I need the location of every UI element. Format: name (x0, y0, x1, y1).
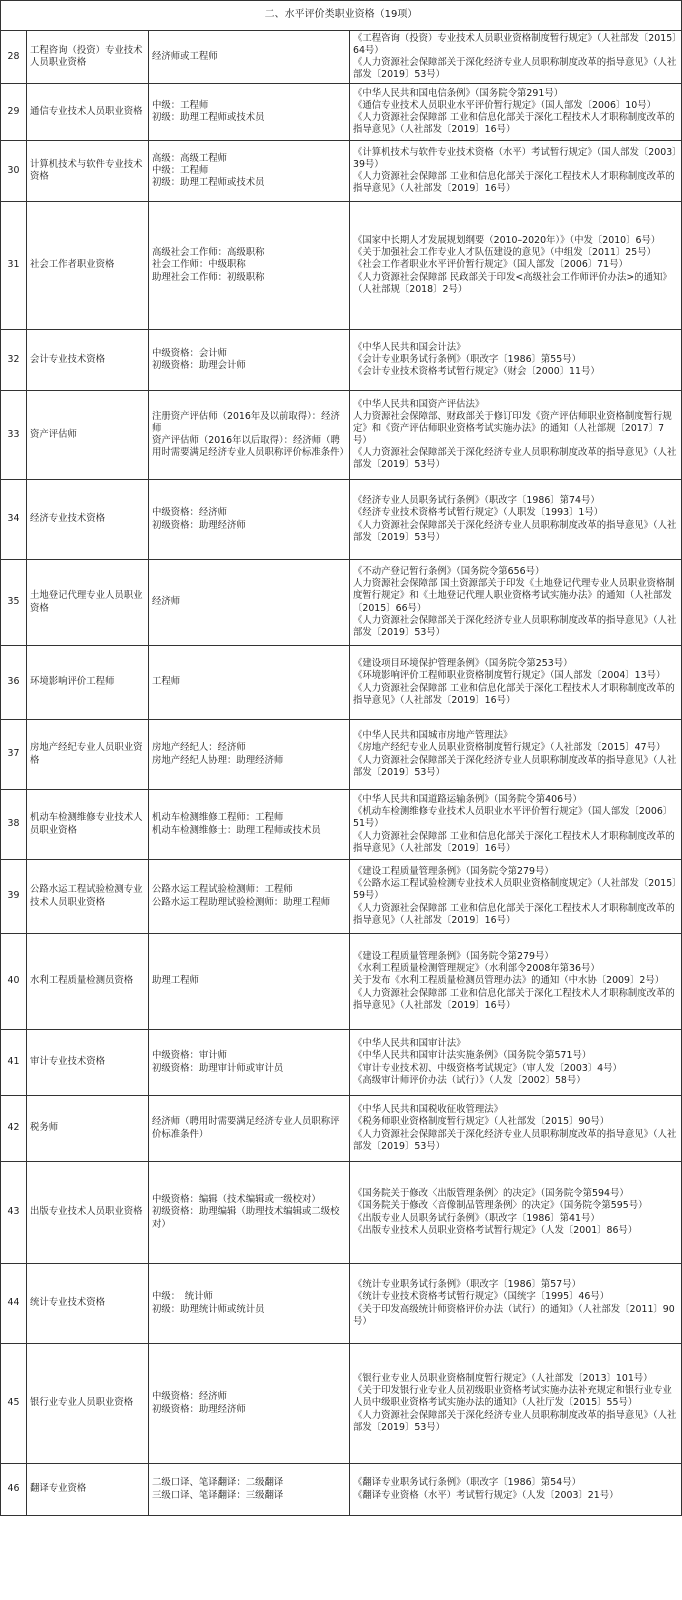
policy-basis-line: 《工程咨询（投资）专业技术人员职业资格制度暂行规定》（人社部发〔2015〕64号） (353, 32, 677, 56)
table-row (1, 1464, 682, 1516)
row-number: 44 (1, 1264, 27, 1344)
title-level-line: 社会工作师：中级职称 (152, 259, 246, 271)
policy-basis-cell (350, 790, 682, 860)
policy-basis-line: 《人力资源社会保障部关于深化经济专业人员职称制度改革的指导意见》（人社部发〔2019〕53号） (353, 519, 677, 543)
row-number: 31 (1, 202, 27, 330)
policy-basis-line: 《中华人民共和国审计法》 (353, 1038, 466, 1050)
title-level-line: 中级资格：会计师 (152, 347, 228, 359)
title-level-line: 注册资产评估师（2016年及以前取得）：经济师 (152, 410, 340, 434)
policy-basis-line: 《出版专业技术人员职业资格考试暂行规定》（人发〔2001〕86号） (353, 1224, 638, 1236)
policy-basis-line: 《国务院关于修改〈音像制品管理条例〉的决定》（国务院令第595号） (353, 1200, 648, 1212)
title-level-cell (149, 480, 350, 560)
policy-basis-line: 《人力资源社会保障部 工业和信息化部关于深化工程技术人才职称制度改革的指导意见》（人社部发〔2019〕16号） (353, 902, 675, 926)
policy-basis-line: 《中华人民共和国会计法》 (353, 341, 466, 353)
title-level-line: 中级资格：经济师 (152, 1391, 228, 1403)
title-level-cell (149, 790, 350, 860)
title-level-line: 中级：工程师 (152, 99, 209, 111)
row-number: 30 (1, 141, 27, 202)
policy-basis-cell (350, 330, 682, 391)
policy-basis-line: 《社会工作者职业水平评价暂行规定》（国人部发〔2006〕71号） (353, 259, 628, 271)
title-level-line: 初级资格：助理审计师或审计员 (152, 1062, 284, 1074)
title-level-line: 初级：助理工程师或技术员 (152, 177, 265, 189)
policy-basis-cell (350, 480, 682, 560)
qualification-name: 社会工作者职业资格 (27, 202, 149, 330)
qualification-name: 银行业专业人员职业资格 (27, 1344, 149, 1464)
policy-basis-line: 《不动产登记暂行条例》（国务院令第656号） (353, 566, 545, 578)
table-row (1, 560, 682, 646)
qualification-name: 统计专业技术资格 (27, 1264, 149, 1344)
row-number: 41 (1, 1030, 27, 1096)
title-level-cell (149, 330, 350, 391)
qualification-name: 土地登记代理专业人员职业资格 (27, 560, 149, 646)
policy-basis-line: 《公路水运工程试验检测专业技术人员职业资格制度规定》（人社部发〔2015〕59号） (353, 878, 677, 902)
table-row (1, 790, 682, 860)
policy-basis-line: 《环境影响评价工程师职业资格制度暂行规定》（国人部发〔2004〕13号） (353, 670, 666, 682)
policy-basis-cell (350, 646, 682, 720)
row-number: 39 (1, 860, 27, 934)
table-row (1, 934, 682, 1030)
policy-basis-line: 《机动车检测维修专业技术人员职业水平评价暂行规定》（国人部发〔2006〕51号） (353, 806, 673, 830)
policy-basis-cell (350, 84, 682, 141)
policy-basis-line: 《计算机技术与软件专业技术资格（水平）考试暂行规定》（国人部发〔2003〕39号） (353, 146, 677, 170)
title-level-line: 资产评估师（2016年以后取得）：经济师（聘用时需要满足经济专业人员职称评价标准条件） (152, 435, 349, 459)
title-level-cell (149, 560, 350, 646)
policy-basis-line: 《建设工程质量管理条例》（国务院令第279号） (353, 866, 554, 878)
table-row (1, 646, 682, 720)
policy-basis-line: 《人力资源社会保障部 工业和信息化部关于深化工程技术人才职称制度改革的指导意见》（人社部发〔2019〕16号） (353, 987, 675, 1011)
title-level-cell (149, 202, 350, 330)
policy-basis-line: 《人力资源社会保障部关于深化经济专业人员职称制度改革的指导意见》（人社部发〔2019〕53号） (353, 754, 677, 778)
title-level-line: 助理社会工作师：初级职称 (152, 271, 265, 283)
qualification-name: 机动车检测维修专业技术人员职业资格 (27, 790, 149, 860)
policy-basis-cell (350, 202, 682, 330)
row-number: 37 (1, 720, 27, 790)
policy-basis-line: 《关于印发银行业专业人员初级职业资格考试实施办法补充规定和银行业专业人员中级职业资格考试实施办法的通知》（人社厅发〔2015〕55号） (353, 1385, 672, 1409)
row-number: 36 (1, 646, 27, 720)
policy-basis-line: 人力资源社会保障部、财政部关于修订印发《资产评估师职业资格制度暂行规定》和《资产评估师职业资格考试实施办法》的通知（人社部规〔2017〕7号） (353, 410, 672, 446)
title-level-cell (149, 646, 350, 720)
policy-basis-line: 《人力资源社会保障部 工业和信息化部关于深化工程技术人才职称制度改革的指导意见》（人社部发〔2019〕16号） (353, 171, 675, 195)
table-row (1, 84, 682, 141)
title-level-cell (149, 141, 350, 202)
table-row (1, 1264, 682, 1344)
title-level-cell (149, 1344, 350, 1464)
row-number: 38 (1, 790, 27, 860)
policy-basis-cell (350, 1264, 682, 1344)
policy-basis-line: 《统计专业职务试行条例》（职改字〔1986〕第57号） (353, 1279, 581, 1291)
qualification-name: 出版专业技术人员职业资格 (27, 1162, 149, 1264)
title-level-line: 房地产经纪人协理：助理经济师 (152, 754, 284, 766)
policy-basis-line: 《人力资源社会保障部关于深化经济专业人员职称制度改革的指导意见》（人社部发〔2019〕53号） (353, 1128, 677, 1152)
qualification-name: 资产评估师 (27, 391, 149, 480)
row-number: 33 (1, 391, 27, 480)
policy-basis-line: 关于发布《水利工程质量检测员管理办法》的通知（中水协〔2009〕2号） (353, 975, 665, 987)
title-level-line: 经济师或工程师 (152, 50, 218, 62)
policy-basis-line: 《人力资源社会保障部关于深化经济专业人员职称制度改革的指导意见》（人社部发〔2019〕53号） (353, 57, 677, 81)
row-number: 29 (1, 84, 27, 141)
policy-basis-line: 《建设项目环境保护管理条例》（国务院令第253号） (353, 658, 573, 670)
policy-basis-line: 《高级审计师评价办法（试行）》（人发〔2002〕58号） (353, 1074, 586, 1086)
policy-basis-line: 《翻译专业职务试行条例》（职改字〔1986〕第54号） (353, 1477, 581, 1489)
table-row (1, 141, 682, 202)
table-row (1, 480, 682, 560)
title-level-line: 高级社会工作师：高级职称 (152, 247, 265, 259)
title-level-line: 助理工程师 (152, 975, 199, 987)
qualification-name: 通信专业技术人员职业资格 (27, 84, 149, 141)
title-level-line: 中级：工程师 (152, 164, 209, 176)
policy-basis-line: 《税务师职业资格制度暂行规定》（人社部发〔2015〕90号） (353, 1116, 610, 1128)
title-level-cell (149, 31, 350, 84)
table-row (1, 1096, 682, 1162)
title-level-cell (149, 860, 350, 934)
policy-basis-line: 《银行业专业人员职业资格制度暂行规定》（人社部发〔2013〕101号） (353, 1373, 653, 1385)
policy-basis-cell (350, 720, 682, 790)
policy-basis-line: 《中华人民共和国城市房地产管理法》 (353, 730, 513, 742)
qualification-name: 经济专业技术资格 (27, 480, 149, 560)
row-number: 34 (1, 480, 27, 560)
policy-basis-line: 《会计专业职务试行条例》（职改字〔1986〕第55号） (353, 353, 581, 365)
policy-basis-cell (350, 141, 682, 202)
policy-basis-line: 《关于印发高级统计师资格评价办法（试行）的通知》（人社部发〔2011〕90号） (353, 1303, 675, 1327)
policy-basis-line: 《中华人民共和国审计法实施条例》（国务院令第571号） (353, 1050, 592, 1062)
qualification-name: 房地产经纪专业人员职业资格 (27, 720, 149, 790)
policy-basis-cell (350, 1464, 682, 1516)
policy-basis-cell (350, 391, 682, 480)
policy-basis-line: 《人力资源社会保障部 工业和信息化部关于深化工程技术人才职称制度改革的指导意见》（人社部发〔2019〕16号） (353, 830, 675, 854)
title-level-line: 中级资格：编辑（技术编辑或一级校对） (152, 1194, 321, 1206)
table-row (1, 1344, 682, 1464)
title-level-line: 初级：助理统计师或统计员 (152, 1303, 265, 1315)
policy-basis-line: 《经济专业技术资格考试暂行规定》（人职发〔1993〕1号） (353, 507, 604, 519)
title-level-line: 中级资格：审计师 (152, 1050, 228, 1062)
policy-basis-line: 《经济专业人员职务试行条例》（职改字〔1986〕第74号） (353, 495, 600, 507)
policy-basis-line: 《人力资源社会保障部关于深化经济专业人员职称制度改革的指导意见》（人社部发〔2019〕53号） (353, 1409, 677, 1433)
policy-basis-line: 《中华人民共和国道路运输条例》（国务院令第406号） (353, 794, 582, 806)
policy-basis-line: 《中华人民共和国税收征收管理法》 (353, 1104, 504, 1116)
title-level-cell (149, 720, 350, 790)
policy-basis-cell (350, 31, 682, 84)
title-level-line: 中级： 统计师 (152, 1291, 213, 1303)
policy-basis-cell (350, 560, 682, 646)
policy-basis-cell (350, 1344, 682, 1464)
policy-basis-line: 《人力资源社会保障部 民政部关于印发<高级社会工作师评价办法>的通知》（人社部规〔2018〕2号） (353, 271, 672, 295)
qualification-name: 翻译专业资格 (27, 1464, 149, 1516)
qualification-name: 环境影响评价工程师 (27, 646, 149, 720)
title-level-cell (149, 1096, 350, 1162)
table-row (1, 1162, 682, 1264)
title-level-line: 三级口译、笔译翻译：三级翻译 (152, 1489, 284, 1501)
policy-basis-line: 《出版专业人员职务试行条例》（职改字〔1986〕第41号） (353, 1212, 600, 1224)
title-level-line: 机动车检测维修工程师：工程师 (152, 812, 284, 824)
title-level-cell (149, 1264, 350, 1344)
title-level-line: 中级资格：经济师 (152, 507, 228, 519)
title-level-cell (149, 1464, 350, 1516)
policy-basis-line: 《人力资源社会保障部 工业和信息化部关于深化工程技术人才职称制度改革的指导意见》（人社部发〔2019〕16号） (353, 682, 675, 706)
qualification-name: 税务师 (27, 1096, 149, 1162)
policy-basis-line: 《建设工程质量管理条例》（国务院令第279号） (353, 951, 554, 963)
policy-basis-line: 《人力资源社会保障部 工业和信息化部关于深化工程技术人才职称制度改革的指导意见》（人社部发〔2019〕16号） (353, 112, 675, 136)
title-level-cell (149, 1162, 350, 1264)
table-row (1, 330, 682, 391)
table-row (1, 31, 682, 84)
title-level-cell (149, 84, 350, 141)
policy-basis-line: 《人力资源社会保障部关于深化经济专业人员职称制度改革的指导意见》（人社部发〔2019〕53号） (353, 614, 677, 638)
policy-basis-cell (350, 860, 682, 934)
policy-basis-cell (350, 1030, 682, 1096)
table-row (1, 391, 682, 480)
title-level-line: 房地产经纪人：经济师 (152, 742, 246, 754)
table-row (1, 720, 682, 790)
title-level-cell (149, 934, 350, 1030)
policy-basis-line: 《人力资源社会保障部关于深化经济专业人员职称制度改革的指导意见》（人社部发〔2019〕53号） (353, 447, 677, 471)
qualification-name: 水利工程质量检测员资格 (27, 934, 149, 1030)
qualification-name: 公路水运工程试验检测专业技术人员职业资格 (27, 860, 149, 934)
qualification-name: 工程咨询（投资）专业技术人员职业资格 (27, 31, 149, 84)
policy-basis-line: 《翻译专业资格（水平）考试暂行规定》（人发〔2003〕21号） (353, 1489, 619, 1501)
title-level-line: 初级资格：助理经济师 (152, 1403, 246, 1415)
row-number: 46 (1, 1464, 27, 1516)
row-number: 28 (1, 31, 27, 84)
policy-basis-line: 《统计专业技术资格考试暂行规定》（国统字〔1995〕46号） (353, 1291, 610, 1303)
row-number: 42 (1, 1096, 27, 1162)
policy-basis-cell (350, 934, 682, 1030)
title-level-line: 初级：助理工程师或技术员 (152, 112, 265, 123)
qualification-name: 会计专业技术资格 (27, 330, 149, 391)
section-header-row (1, 1, 682, 31)
title-level-line: 二级口译、笔译翻译：二级翻译 (152, 1477, 284, 1489)
policy-basis-line: 《审计专业技术初、中级资格考试规定》（审人发〔2003〕4号） (353, 1062, 622, 1074)
policy-basis-line: 《国家中长期人才发展规划纲要（2010–2020年）》（中发〔2010〕6号） (353, 235, 661, 247)
title-level-cell (149, 391, 350, 480)
policy-basis-line: 《国务院关于修改〈出版管理条例〉的决定》（国务院令第594号） (353, 1188, 629, 1200)
title-level-line: 初级资格：助理经济师 (152, 519, 246, 531)
title-level-line: 公路水运工程试验检测师：工程师 (152, 884, 293, 896)
row-number: 40 (1, 934, 27, 1030)
policy-basis-line: 《中华人民共和国电信条例》（国务院令第291号） (353, 87, 564, 99)
policy-basis-line: 《通信专业技术人员职业水平评价暂行规定》（国人部发〔2006〕10号） (353, 99, 656, 111)
title-level-line: 经济师 (152, 596, 181, 608)
title-level-line: 初级资格：助理编辑（助理技术编辑或二级校对） (152, 1206, 340, 1230)
title-level-line: 公路水运工程助理试验检测师：助理工程师 (152, 896, 331, 908)
policy-basis-cell (350, 1096, 682, 1162)
row-number: 35 (1, 560, 27, 646)
title-level-line: 经济师（聘用时需要满足经济专业人员职称评价标准条件） (152, 1116, 340, 1140)
policy-basis-line: 《会计专业技术资格考试暂行规定》（财会〔2000〕11号） (353, 366, 600, 378)
policy-basis-line: 《房地产经纪专业人员职业资格制度暂行规定》（人社部发〔2015〕47号） (353, 742, 666, 754)
table-row (1, 202, 682, 330)
section-header: 二、水平评价类职业资格（19项） (1, 1, 682, 31)
policy-basis-cell (350, 1162, 682, 1264)
table-row (1, 860, 682, 934)
table-row (1, 1030, 682, 1096)
title-level-line: 工程师 (152, 676, 181, 688)
title-level-line: 初级资格：助理会计师 (152, 360, 246, 371)
policy-basis-line: 《关于加强社会工作专业人才队伍建设的意见》（中组发〔2011〕25号） (353, 247, 656, 259)
title-level-line: 高级：高级工程师 (152, 152, 228, 164)
policy-basis-line: 人力资源社会保障部 国土资源部关于印发《土地登记代理专业人员职业资格制度暂行规定》和《土地登记代理人职业资格考试实施办法》的通知（人社部发〔2015〕66号） (353, 578, 675, 614)
title-level-cell (149, 1030, 350, 1096)
qualification-name: 计算机技术与软件专业技术资格 (27, 141, 149, 202)
row-number: 43 (1, 1162, 27, 1264)
policy-basis-line: 《水利工程质量检测管理规定》（水利部令2008年第36号） (353, 963, 600, 975)
qualification-name: 审计专业技术资格 (27, 1030, 149, 1096)
row-number: 45 (1, 1344, 27, 1464)
title-level-line: 机动车检测维修士：助理工程师或技术员 (152, 824, 321, 836)
policy-basis-line: 《中华人民共和国资产评估法》 (353, 398, 485, 410)
row-number: 32 (1, 330, 27, 391)
